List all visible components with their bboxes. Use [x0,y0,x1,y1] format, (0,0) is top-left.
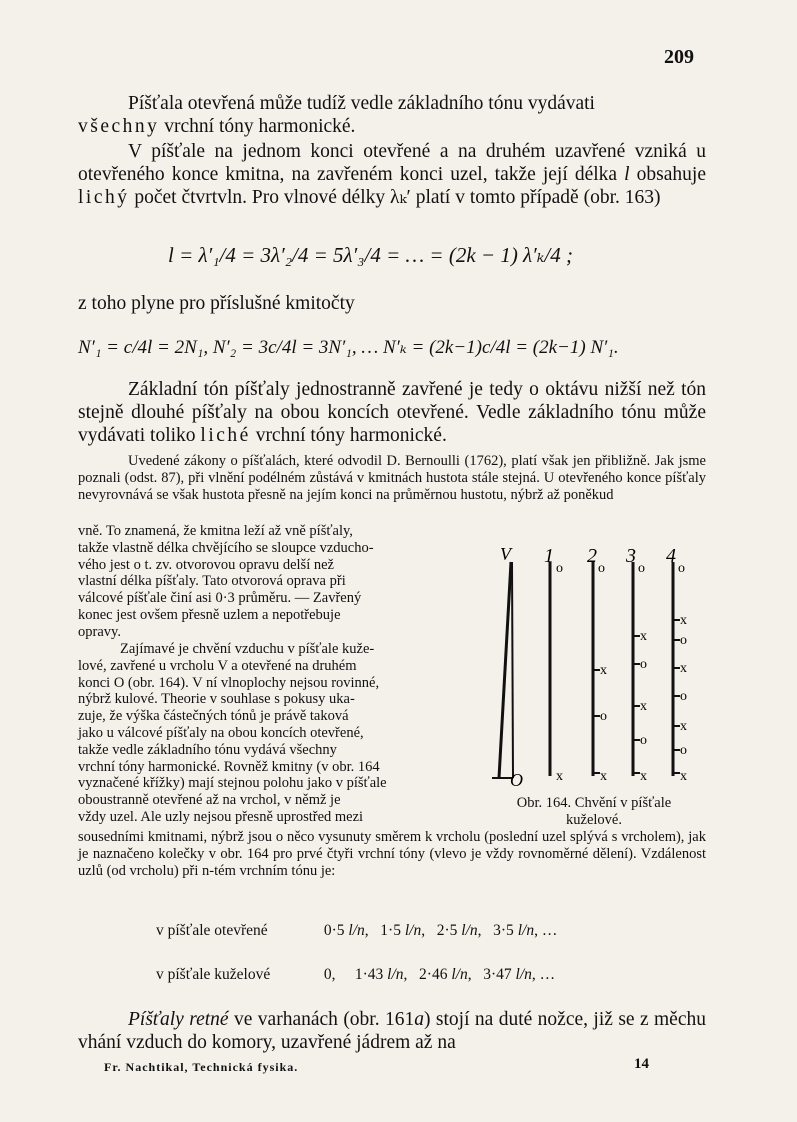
fraction: l/n [461,922,478,939]
antinode-marker: x [640,769,647,784]
note-line: vyznačené křížky) mají stejnou polohu jako v píšťale [78,775,387,792]
footer-book-title: Fr. Nachtikal, Technická fysika. [104,1060,299,1074]
p1-rest: vrchní tóny harmonické. [159,116,356,137]
row-value: 3·5 [493,922,514,939]
paragraph-open-pipe [78,92,706,138]
note-line: takže vedle základního tónu vydává všechny [78,741,337,758]
note-line: takže vlastně délka chvějícího se sloupce vzducho- [78,539,374,556]
closing-fig-letter: a [414,1009,425,1030]
fraction: l/n [348,922,365,939]
row-value: 0, [323,966,336,983]
node-marker: o [600,709,607,724]
node-marker: o [598,561,605,576]
note-line: konec jest ovšem přesně uzlem a nepotřebuje [78,606,341,623]
p2-text-a: V píšťale na jednom konci otevřené a na druhém uzavřené vzniká u otevřeného konce kmitna, na zavřeném konci uzel, takže její délka [78,141,706,185]
row-label: v píšťale otevřené [156,922,268,939]
fraction: l/n [517,922,535,939]
p2-text-c: počet čtvrtvln. Pro vlnové délky λₖ′ platí v tomto případě (obr. 163) [129,187,661,208]
node-marker: o [680,743,687,758]
closing-text-b: ) stojí na duté nožce, již se z měchu vhání vzduch do komory, uzavřené jádrem až na [78,1009,706,1053]
antinode-marker: x [680,613,687,628]
antinode-marker: x [680,769,687,784]
node-marker: o [680,689,687,704]
note-line: válcové píšťale činí asi 0·3 průměru. — Zavřený [78,590,362,607]
closing-text-a: ve varhanách (obr. 161 [228,1009,415,1030]
caption-line: Obr. 164. Chvění v píšťale [516,795,672,811]
p2-text-b: obsahuje [629,164,706,185]
row-conical-pipe: v píšťale kuželové 0, 1·43 l/n, 2·46 l/n, 3·47 l/n, … [156,966,556,983]
row-open-pipe: v píšťale otevřené 0·5 l/n, 1·5 l/n, 2·5 l/n, 3·5 l/n, … [156,922,558,939]
label-vertex: V [500,544,511,564]
ellipsis: , … [531,966,556,983]
tone-label-1: 1 [544,545,554,567]
row-value: 0·5 [323,922,345,939]
row-label: v píšťale kuželové [156,966,271,983]
node-marker: o [680,633,687,648]
note-line: opravy. [78,623,121,640]
antinode-marker: x [600,663,607,678]
note-line: nýbrž kulové. Theorie v souhlase s pokusy uka- [78,691,355,708]
figure-conical-pipe [478,540,708,790]
antinode-marker: x [680,661,687,676]
tone-label-4: 4 [666,545,676,567]
note-line: jako u válcové píšťaly na obou koncích otevřené, [78,724,364,741]
fraction: l/n [451,966,468,983]
paragraph-frequencies-intro [78,292,706,315]
paragraph-flue-pipes [78,1008,706,1054]
note-line: Zajímavé je chvění vzduchu v píšťale kuže- [120,641,375,657]
p2-var-l: l [624,164,630,185]
antinode-marker: x [680,719,687,734]
node-marker: o [640,657,647,672]
node-marker: o [638,561,645,576]
p3-text: z toho plyne pro příslušné kmitočty [78,293,355,314]
emphasis-odd: lichý [78,187,130,208]
row-value: 2·46 [419,966,448,983]
cone-left-edge [499,562,511,778]
page-number: 209 [664,46,694,68]
note-node-positions: sousedními kmitnami, nýbrž jsou o něco vysunuty směrem k vrcholu (poslední uzel splývá s vrcholem), jak je naznačeno kolečky v obr. 164 pro prvé čtyři vrchní tóny (vlevo je vždy rovnoměrné dělení). Vzdálenost uzlů (od vrcholu) při n-tém vrchním tónu je: [78,829,706,879]
antinode-marker: x [640,629,647,644]
antinode-marker: x [640,699,647,714]
note-line: vlastní délka píšťaly. Tato otvorová oprava při [78,573,346,590]
note-end-correction [78,523,470,641]
cone-right-edge [512,562,513,778]
ellipsis: , … [534,922,558,939]
tone-label-3: 3 [626,545,636,567]
row-value: 1·43 [354,966,384,983]
note-line: oboustranně otevřené až na vrchol, v němž je [78,792,341,809]
node-marker: o [640,733,647,748]
equation-wavelengths: l = λ′₁/4 = 3λ′₂/4 = 5λ′₃/4 = … = (2k − 1) λ′ₖ/4 ; [168,243,573,267]
p4-text-b: vrchní tóny harmonické. [250,425,447,446]
p1-line: Píšťala otevřená může tudíž vedle základního tónu vydávati [128,93,595,114]
node-marker: o [556,561,563,576]
antinode-marker: x [556,769,563,784]
caption-line: kuželové. [566,812,622,828]
equation-frequencies: N′₁ = c/4l = 2N₁, N′₂ = 3c/4l = 3N′₁, … N′ₖ = (2k−1)c/4l = (2k−1) N′₁. [78,337,619,358]
paragraph-octave [78,378,706,447]
fraction: l/n [404,922,422,939]
note-line: vého jest o t. zv. otvorovou opravu delší než [78,556,334,573]
tone-label-2: 2 [587,545,597,567]
figure-caption [480,795,708,829]
row-value: 3·47 [483,966,512,983]
note-conical-pipe [78,641,470,826]
label-open: O [510,770,523,790]
note-line: zuje, že výška částečných tónů je právě taková [78,708,349,725]
row-value: 1·5 [380,922,401,939]
footer-signature: 14 [634,1056,649,1072]
fraction: l/n [387,966,404,983]
row-value: 2·5 [436,922,458,939]
emphasis-all: všechny [78,116,160,137]
node-marker: o [678,561,685,576]
note-line: konci O (obr. 164). V ní vlnoplochy nejsou rovinné, [78,674,380,691]
antinode-marker: x [600,769,607,784]
note-line: vždy uzel. Ale uzly nejsou přesně uprostřed mezi [78,808,364,825]
paragraph-closed-pipe [78,140,706,209]
term-flue-pipes: Píšťaly retné [128,1009,229,1030]
note-line: vrchní tóny harmonické. Rovněž kmitny (v obr. 164 [78,758,380,775]
p4-text-a: Základní tón píšťaly jednostranně zavřené je tedy o oktávu nižší než tón stejně dlouhé píšťaly na obou koncích otevřené. Vedle základního tónu může vydávati toliko [78,379,706,446]
note-line: vně. To znamená, že kmitna leží až vně píšťaly, [78,523,353,539]
fraction: l/n [515,966,532,983]
note-line: lové, zavřené u vrcholu V a otevřené na druhém [78,657,357,674]
emphasis-odd-tones: liché [200,425,251,446]
note-bernoulli: Uvedené zákony o píšťalách, které odvodil D. Bernoulli (1762), platí však jen přibližně. Jak jsme poznali (odst. 87), při vlnění podélném zůstává v kmitnách hustota stále stejná. U otevřeného konce píšťaly nevyrovnává se však hustota přesně na jejím konci na průměrnou hustotu, nýbrž až poněkud [78,453,706,503]
